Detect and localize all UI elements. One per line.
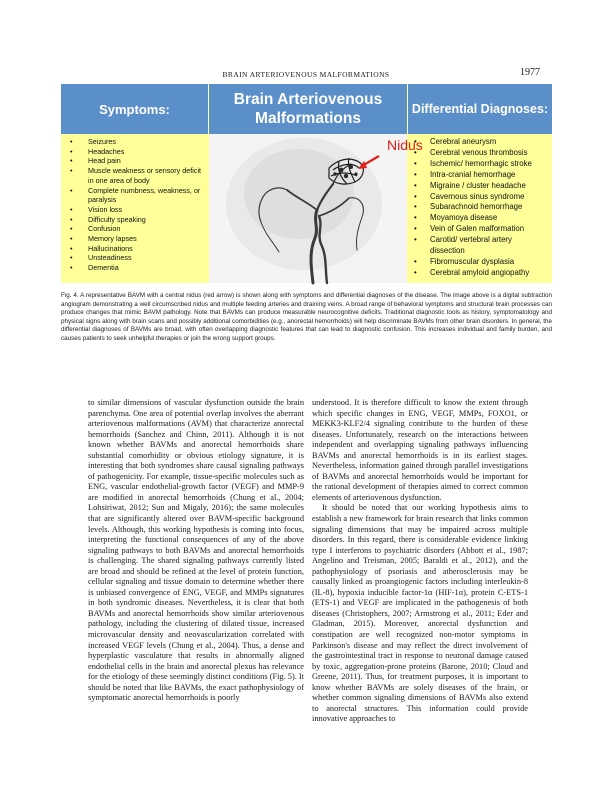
symptoms-panel <box>61 134 208 283</box>
symptom-item: • Dementia <box>61 263 204 273</box>
symptom-item: • Seizures <box>61 137 204 147</box>
symptom-item: • Unsteadiness <box>61 253 204 263</box>
diagnosis-item: • Subarachnoid hemorrhage <box>408 202 548 213</box>
body-column-right <box>312 398 528 725</box>
angiogram-illustration <box>209 134 407 283</box>
symptom-item: • Head pain <box>61 156 204 166</box>
symptoms-header: Symptoms: <box>61 84 208 134</box>
page-number: 1977 <box>520 67 540 78</box>
diagnoses-list <box>408 134 552 279</box>
bavm-header: Brain Arteriovenous Malformations <box>209 84 407 134</box>
diagnosis-item: • Cavernous sinus syndrome <box>408 192 548 203</box>
symptom-item: • Hallucinations <box>61 244 204 254</box>
diagnosis-item: • Cerebral aneurysm <box>408 137 548 148</box>
diagnosis-item: • Moyamoya disease <box>408 213 548 224</box>
body-paragraph: understood. It is therefore difficult to know the extent through which specific changes in ENG, VEGF, MMPs, FOXO1, or MEKK3-KLF2/4 signaling contribute to the burden of these diseases. Unfortunately, research on the interactions between independent and overlapping signaling pathways influencing BAVMs and anorectal hemorrhoids is in its earliest stages. Nevertheless, information gained through parallel investigations of BAVMs and anorectal hemorrhoids would be important for the rational development of therapies aimed to correct common elements of arteriovenous dysfunction. <box>312 398 528 502</box>
diagnoses-header: Differential Diagnoses: <box>408 84 552 134</box>
figure-4 <box>61 84 552 283</box>
diagnoses-panel <box>408 134 552 283</box>
diagnosis-item: • Carotid/ vertebral artery dissection <box>408 235 548 257</box>
symptom-item: • Memory lapses <box>61 234 204 244</box>
symptom-item: • Confusion <box>61 224 204 234</box>
symptom-item: • Headaches <box>61 147 204 157</box>
body-column-left <box>88 398 304 704</box>
diagnosis-item: • Cerebral venous thrombosis <box>408 148 548 159</box>
diagnosis-item: • Vein of Galen malformation <box>408 224 548 235</box>
diagnosis-item: • Cerebral amyloid angiopathy <box>408 268 548 279</box>
body-paragraph: to similar dimensions of vascular dysfunction outside the brain parenchyma. One area of potential overlap involves the aberrant arteriovenous malformations (AVM) that characterize anorectal hemorrhoids (Sanchez and Chinn, 2011). Although it is not known whether BAVMs and anorectal hemorrhoids share substantial comorbidity or obvious etiology signature, it is interesting that both syndromes share causal signaling pathways of pathogenicity. For example, tissue-specific molecules such as ENG, vascular endothelial-growth factor (VEGF) and MMP-9 are modified in anorectal hemorrhoids (Chung et al., 2004; Lohsiriwat, 2012; Sun and Migaly, 2016); the same molecules that are significantly altered over BAVM-specific background levels. Although, this working hypothesis is coming into focus, interpreting the functional consequences of any of the above signaling pathways to both BAVMs and anorectal hemorrhoids is challenging. The shared signaling pathways currently listed are broad and should be refined at the level of protein function, cellular signaling and tissue domain to determine whether there is unbiased convergence of ENG, VEGF, and MMPs signatures in both syndromic diseases. Nevertheless, it is clear that both BAVMs and anorectal hemorrhoids show similar arteriovenous pathology, including the clustering of dilated tissue, increased microvascular density and neovascularization correlated with increased VEGF levels (Chung et al., 2004). Thus, a dense and hyperplastic vasculature that results in abnormally aligned endothelial cells in the brain and anorectal plexus has relevance for the etiology of these seemingly distinct conditions (Fig. 5). It should be noted that like BAVMs, the exact pathophysiology of symptomatic anorectal hemorrhoids is poorly <box>88 398 304 703</box>
symptoms-list <box>61 134 208 273</box>
symptom-item: • Difficulty speaking <box>61 215 204 225</box>
diagnosis-item: • Ischemic/ hemorrhagic stroke <box>408 159 548 170</box>
symptom-item: • Muscle weakness or sensory deficit in one area of body <box>61 166 204 185</box>
diagnosis-item: • Intra-cranial hemorrhage <box>408 170 548 181</box>
angiogram-image <box>209 134 423 283</box>
diagnosis-item: • Fibromuscular dysplasia <box>408 257 548 268</box>
running-head: BRAIN ARTERIOVENOUS MALFORMATIONS <box>222 70 390 79</box>
symptom-item: • Vision loss <box>61 205 204 215</box>
symptom-item: • Complete numbness, weakness, or paralysis <box>61 186 204 205</box>
body-paragraph: It should be noted that our working hypothesis aims to establish a new framework for brain research that links common signaling dimensions that may be impaired across multiple disorders. In this regard, there is considerable evidence linking type I interferons to psychiatric disorders (Abbott et al., 1987; Angelino and Treisman, 2005; Baraldi et al., 2012), and the pathophysiology of psoriasis and atherosclerosis may be causally linked as proangiogenic factors including interleukin-8 (IL-8), hypoxia inducible factor-1α (HIF-1α), protein C-ETS-1 (ETS-1) and VEGF are implicated in the pathogenesis of both diseases (Christophers, 2007; Armstrong et al., 2011; Eder and Gladman, 2015). Moreover, anorectal dysfunction and constipation are well recognized non-motor symptoms in Parkinson's disease and may reflect the direct involvement of the gastrointestinal tract in response to neuronal damage caused by toxic, aggregation-prone proteins (Barone, 2010; Cloud and Greene, 2011). Thus, for treatment purposes, it is important to know whether BAVMs are solely diseases of the brain, or whether common signaling dimensions of BAVMs also extend to anorectal structures. This information could provide innovative approaches to <box>312 503 528 724</box>
diagnosis-item: • Migraine / cluster headache <box>408 181 548 192</box>
nidus-label: Nidus <box>387 137 423 153</box>
figure-caption: Fig. 4. A representative BAVM with a central nidus (red arrow) is shown along with symptoms and differential diagnoses of the disease. The image above is a digital subtraction angiogram demonstrating a well circumscribed nidus and multiple feeding arteries and draining veins. A broad range of behavioral symptoms and structural brain processes can produce changes that mimic BAVM pathology. Note that BAVMs can produce measurable neurocognitive deficits. Traditional diagnostic tools as history, symptomatology and physical signs along with brain scans and possibly additional comorbidities (e.g., anorectal hemorrhoids) will help discriminate BAVMs from other brain disorders. In general, the differential diagnoses of BAVMs are broad, with often overlapping diagnostic features that can lead to diagnostic confusion. This increases individual and family burden, and causes patients to seek unhelpful therapies or join the wrong support groups. <box>61 292 552 342</box>
